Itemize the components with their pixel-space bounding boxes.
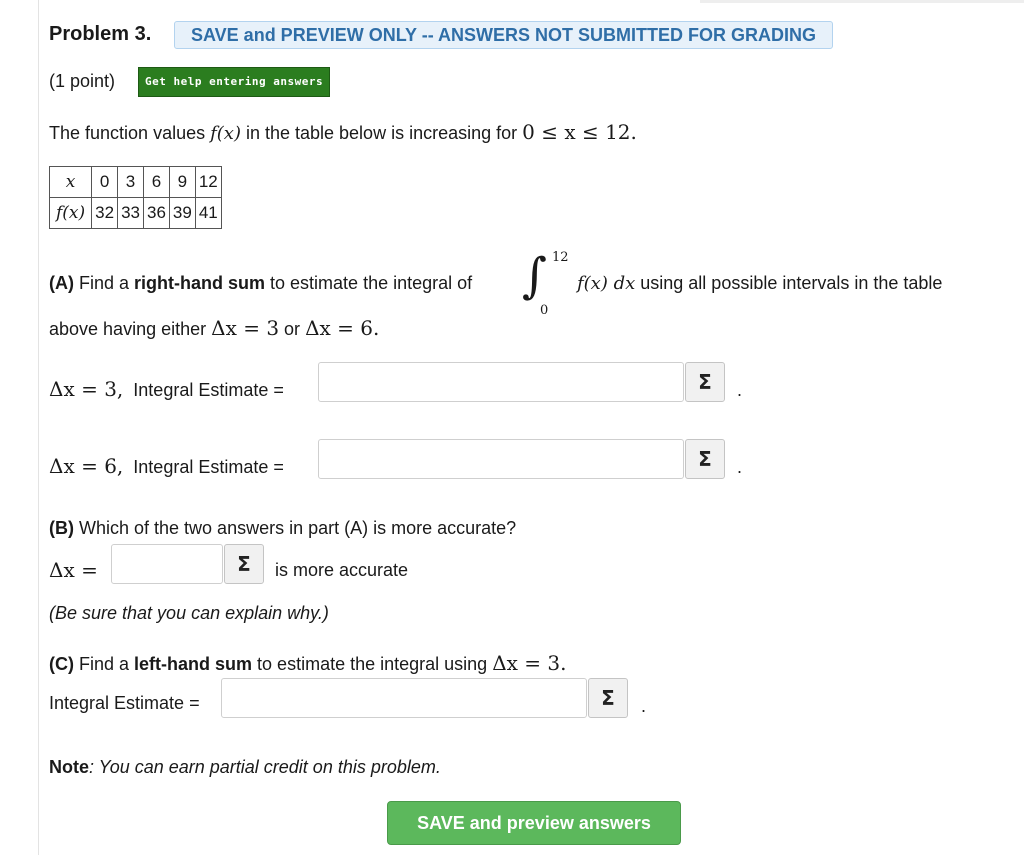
part-c-text-1: Find a [74, 654, 135, 674]
part-a-text-1: Find a [74, 273, 135, 293]
period: . [641, 696, 647, 716]
more-accurate-suffix: is more accurate [275, 560, 409, 580]
sigma-equation-button[interactable]: Σ [224, 544, 264, 584]
part-b-label: (B) [49, 518, 74, 538]
function-values-table [49, 166, 222, 229]
note-text: : You can earn partial credit on this problem. [89, 757, 441, 777]
answer-row-2-label [49, 454, 284, 478]
table-header-x: x [50, 167, 92, 198]
part-a-line-2 [49, 316, 379, 340]
part-a-text-2: to estimate the integral of [265, 273, 473, 293]
integrand: f(x) dx [577, 273, 636, 294]
row2-dx: Δx = 6, [49, 454, 124, 478]
problem-title: Problem 3. [49, 23, 152, 45]
part-b-dx: Δx = [49, 558, 98, 582]
part-b-question: Which of the two answers in part (A) is more accurate? [74, 518, 517, 538]
part-c-prompt [49, 651, 566, 675]
part-a-text-3: using all possible intervals in the table [635, 273, 943, 293]
sigma-equation-button[interactable]: Σ [685, 362, 725, 402]
part-c-text-2: to estimate the integral using [252, 654, 493, 674]
left-hand-sum-input[interactable] [221, 678, 587, 718]
table-cell: 33 [118, 198, 144, 229]
table-cell: 3 [118, 167, 144, 198]
table-cell: 9 [169, 167, 195, 198]
more-accurate-dx-input[interactable] [111, 544, 223, 584]
sigma-equation-button[interactable]: Σ [685, 439, 725, 479]
help-entering-answers-button[interactable]: Get help entering answers [138, 67, 330, 97]
part-c-label: (C) [49, 654, 74, 674]
part-a-or: or [279, 319, 306, 339]
part-a-label: (A) [49, 273, 74, 293]
save-and-preview-button[interactable]: SAVE and preview answers [387, 801, 681, 845]
table-cell: 0 [92, 167, 118, 198]
table-cell: 6 [144, 167, 170, 198]
row1-text: Integral Estimate = [133, 380, 284, 400]
content-left-border [38, 0, 39, 855]
table-cell: 39 [169, 198, 195, 229]
intro-sentence [49, 120, 637, 144]
table-cell: 32 [92, 198, 118, 229]
part-a-dx6: Δx = 6. [305, 316, 380, 340]
sigma-equation-button[interactable]: Σ [588, 678, 628, 718]
row2-text: Integral Estimate = [133, 457, 284, 477]
part-a-text-4: above having either [49, 319, 212, 339]
explain-note: (Be sure that you can explain why.) [49, 603, 329, 623]
note-label: Note [49, 757, 89, 777]
intro-text-2: in the table below is increasing for [240, 123, 523, 143]
period: . [737, 380, 743, 400]
part-b-prompt [49, 518, 516, 539]
part-a-dx3: Δx = 3 [211, 316, 280, 340]
integral-upper-limit: 12 [552, 250, 569, 265]
table-cell: 12 [195, 167, 221, 198]
top-divider [700, 0, 1024, 3]
part-c-estimate-label: Integral Estimate = [49, 693, 200, 713]
table-row [50, 198, 222, 229]
period: . [737, 457, 743, 477]
dx3-estimate-input[interactable] [318, 362, 684, 402]
dx6-estimate-input[interactable] [318, 439, 684, 479]
preview-only-banner: SAVE and PREVIEW ONLY -- ANSWERS NOT SUBMITTED FOR GRADING [174, 21, 833, 49]
intro-text-1: The function values [49, 123, 211, 143]
integral-lower-limit: 0 [540, 303, 549, 318]
part-c-bold: left-hand sum [134, 654, 253, 674]
intro-range: 0 ≤ x ≤ 12. [522, 120, 637, 144]
answer-row-1-label [49, 377, 284, 401]
part-a-bold: right-hand sum [134, 273, 266, 293]
row1-dx: Δx = 3, [49, 377, 124, 401]
integral-sign: ∫ [522, 248, 548, 304]
intro-function: f(x) [210, 123, 241, 144]
part-a-prompt-continued [577, 273, 942, 294]
part-a-prompt [49, 273, 472, 294]
points-label: (1 point) [49, 71, 116, 91]
part-c-dx: Δx = 3. [492, 651, 567, 675]
table-row [50, 167, 222, 198]
table-header-fx: f(x) [50, 198, 92, 229]
table-cell: 41 [195, 198, 221, 229]
table-cell: 36 [144, 198, 170, 229]
partial-credit-note [49, 757, 441, 778]
